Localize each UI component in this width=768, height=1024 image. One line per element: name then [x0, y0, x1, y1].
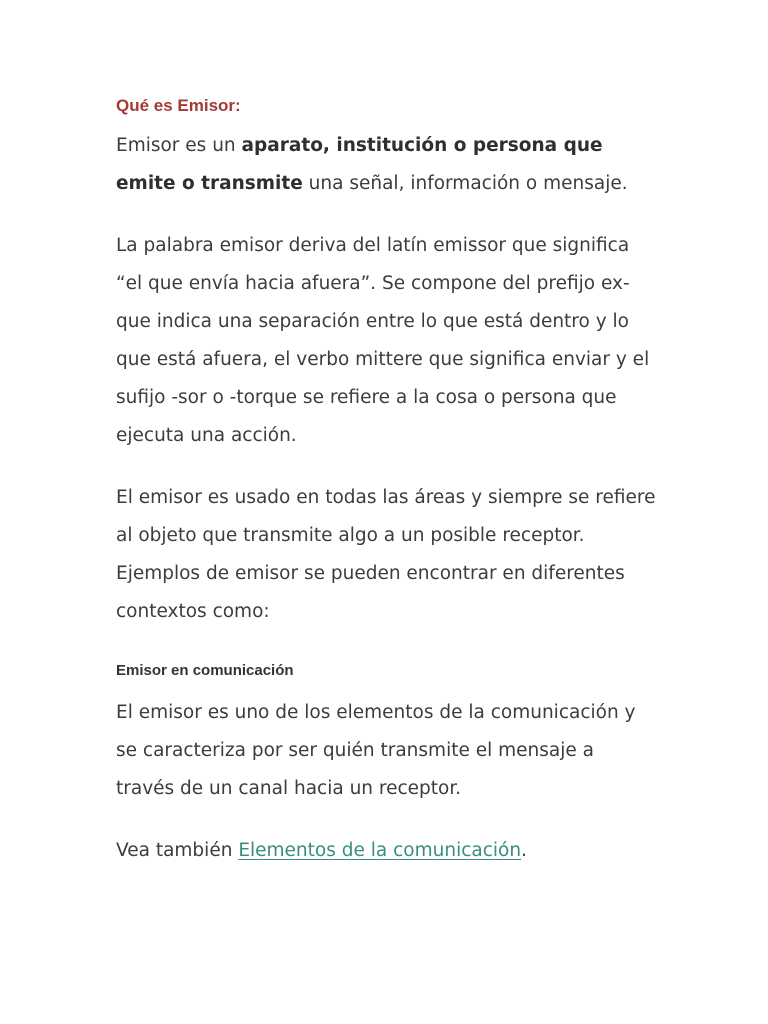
- see-also-prefix: Vea también: [116, 840, 239, 861]
- intro-bold-definition: aparato, institución o persona que emite o transmite: [116, 135, 603, 194]
- communication-elements-link[interactable]: Elementos de la comunicación: [238, 840, 522, 861]
- usage-paragraph: El emisor es usado en todas las áreas y siempre se refiere al objeto que transmite algo a un posible receptor. Ejemplos de emisor se pueden encontrar en diferentes contextos como:: [116, 487, 656, 622]
- intro-suffix: una señal, información o mensaje.: [302, 173, 628, 194]
- intro-prefix: Emisor es un: [116, 135, 242, 156]
- see-also-suffix: .: [521, 840, 527, 861]
- intro-paragraph: [116, 127, 656, 203]
- see-also-line: [116, 832, 656, 870]
- etymology-paragraph: La palabra emisor deriva del latín emissor que significa “el que envía hacia afuera”. Se compone del prefijo ex- que indica una separación entre lo que está dentro y lo que está afuera, el verbo mittere que significa enviar y el sufijo -sor o -torque se refiere a la cosa o persona que ejecuta una acción.: [116, 235, 650, 446]
- article-title: Qué es Emisor:: [116, 96, 241, 115]
- communication-paragraph: El emisor es uno de los elementos de la comunicación y se caracteriza por ser quién transmite el mensaje a través de un canal hacia un receptor.: [116, 702, 636, 799]
- section-heading-communication: Emisor en comunicación: [116, 662, 294, 679]
